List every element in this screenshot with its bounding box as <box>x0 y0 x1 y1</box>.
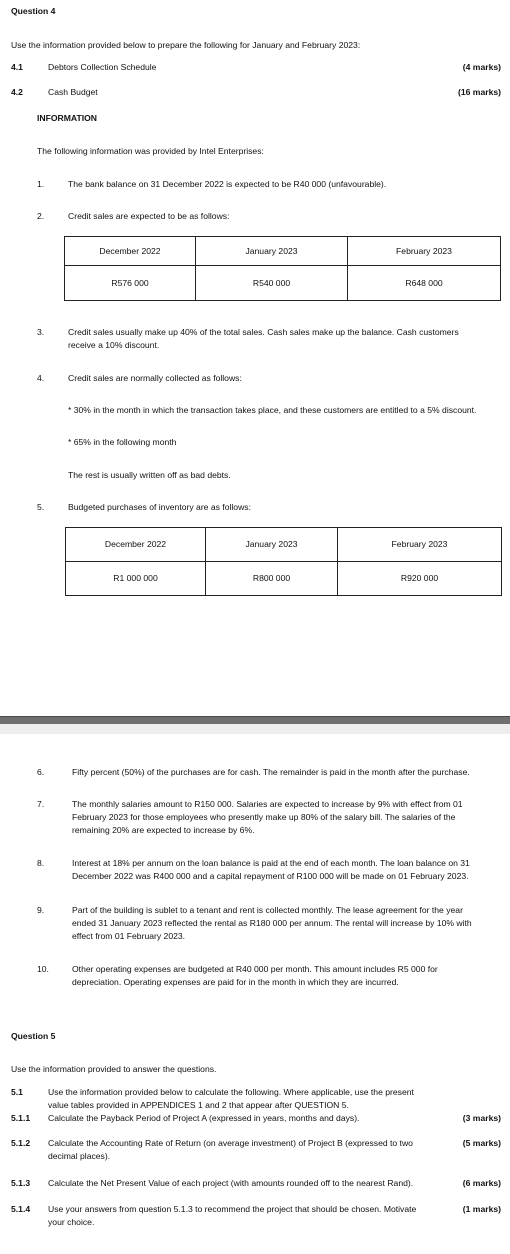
item-7-number: 7. <box>37 799 45 809</box>
section-5-1-number: 5.1 <box>11 1087 23 1097</box>
task-4-1-text: Debtors Collection Schedule <box>48 62 157 72</box>
item-8-line-2: December 2022 was R400 000 and a capital repayment of R100 000 will be made on 01 February 2023. <box>72 871 469 881</box>
item-3-line-2: receive a 10% discount. <box>68 340 160 350</box>
item-9-line-3: effect from 01 February 2023. <box>72 931 186 941</box>
table-cell: R576 000 <box>65 266 196 301</box>
item-4-bullet-2: * 65% in the following month <box>68 437 177 447</box>
item-3-number: 3. <box>37 327 45 337</box>
section-5-1-2-line-1: Calculate the Accounting Rate of Return (on average investment) of Project B (expressed to two <box>48 1138 413 1148</box>
table-cell: R920 000 <box>338 562 502 596</box>
table-cell: R540 000 <box>196 266 348 301</box>
item-5-number: 5. <box>37 502 45 512</box>
table-row <box>66 562 502 596</box>
item-7-line-3: remaining 20% are expected to increase by 6%. <box>72 825 255 835</box>
question-5-intro: Use the information provided to answer the questions. <box>11 1064 217 1074</box>
item-10-line-1: Other operating expenses are budgeted at R40 000 per month. This amount includes R5 000 for <box>72 964 438 974</box>
section-5-1-1-marks: (3 marks) <box>462 1113 501 1123</box>
section-5-1-3-text: Calculate the Net Present Value of each project (with amounts rounded off to the nearest Rand). <box>48 1178 414 1188</box>
item-6-text: Fifty percent (50%) of the purchases are for cash. The remainder is paid in the month after the purchase. <box>72 767 470 777</box>
task-4-1-number: 4.1 <box>11 62 23 72</box>
item-7-line-1: The monthly salaries amount to R150 000. Salaries are expected to increase by 9% with effect from 01 <box>72 799 463 809</box>
table-header-cell: February 2023 <box>338 528 502 562</box>
section-5-1-line-2: value tables provided in APPENDICES 1 and 2 that appear after QUESTION 5. <box>48 1100 349 1110</box>
item-4-bullet-1: * 30% in the month in which the transaction takes place, and these customers are entitled to a 5% discount. <box>68 405 477 415</box>
table-header-cell: February 2023 <box>348 237 501 266</box>
purchases-table <box>65 527 502 596</box>
item-9-number: 9. <box>37 905 45 915</box>
section-5-1-4-marks: (1 marks) <box>462 1204 501 1214</box>
item-3-line-1: Credit sales usually make up 40% of the total sales. Cash sales make up the balance. Cash customers <box>68 327 459 337</box>
item-8-line-1: Interest at 18% per annum on the loan balance is paid at the end of each month. The loan balance on 31 <box>72 858 470 868</box>
item-8-number: 8. <box>37 858 45 868</box>
section-5-1-4-line-1: Use your answers from question 5.1.3 to recommend the project that should be chosen. Motivate <box>48 1204 417 1214</box>
item-9-line-1: Part of the building is sublet to a tenant and rent is collected monthly. The lease agreement for the year <box>72 905 463 915</box>
information-heading: INFORMATION <box>37 113 97 123</box>
item-10-number: 10. <box>37 964 49 974</box>
item-7-line-2: February 2023 for those employees who presently make up 80% of the salary bill. The salaries of the <box>72 812 456 822</box>
section-5-1-2-line-2: decimal places). <box>48 1151 111 1161</box>
table-header-cell: December 2022 <box>66 528 206 562</box>
section-5-1-2-marks: (5 marks) <box>462 1138 501 1148</box>
item-2-text: Credit sales are expected to be as follows: <box>68 211 230 221</box>
item-4-text: Credit sales are normally collected as follows: <box>68 373 242 383</box>
task-4-2-marks: (16 marks) <box>458 87 501 97</box>
table-cell: R1 000 000 <box>66 562 206 596</box>
item-4-number: 4. <box>37 373 45 383</box>
item-9-line-2: ended 31 January 2023 reflected the rental as R180 000 per annum. The rental will increase by 10% with <box>72 918 472 928</box>
task-4-2-number: 4.2 <box>11 87 23 97</box>
task-4-1-marks: (4 marks) <box>462 62 501 72</box>
credit-sales-table <box>64 236 501 301</box>
section-5-1-3-number: 5.1.3 <box>11 1178 31 1188</box>
table-header-row <box>65 237 501 266</box>
table-header-cell: January 2023 <box>196 237 348 266</box>
table-row <box>65 266 501 301</box>
section-5-1-1-number: 5.1.1 <box>11 1113 31 1123</box>
section-5-1-2-number: 5.1.2 <box>11 1138 31 1148</box>
section-5-1-3-marks: (6 marks) <box>462 1178 501 1188</box>
item-4-rest: The rest is usually written off as bad debts. <box>68 470 231 480</box>
table-cell: R648 000 <box>348 266 501 301</box>
section-5-1-line-1: Use the information provided below to calculate the following. Where applicable, use the present <box>48 1087 414 1097</box>
item-2-number: 2. <box>37 211 45 221</box>
table-header-row <box>66 528 502 562</box>
question-5-title: Question 5 <box>11 1031 56 1041</box>
table-header-cell: January 2023 <box>206 528 338 562</box>
item-5-text: Budgeted purchases of inventory are as follows: <box>68 502 251 512</box>
section-5-1-1-text: Calculate the Payback Period of Project A (expressed in years, months and days). <box>48 1113 360 1123</box>
item-6-number: 6. <box>37 767 45 777</box>
question-4-intro: Use the information provided below to prepare the following for January and February 2023: <box>11 40 361 50</box>
task-4-2-text: Cash Budget <box>48 87 98 97</box>
page-gap <box>0 724 510 734</box>
section-5-1-4-line-2: your choice. <box>48 1217 95 1227</box>
question-4-title: Question 4 <box>11 6 56 16</box>
table-header-cell: December 2022 <box>65 237 196 266</box>
table-cell: R800 000 <box>206 562 338 596</box>
item-10-line-2: depreciation. Operating expenses are paid for in the month in which they are incurred. <box>72 977 399 987</box>
information-intro: The following information was provided by Intel Enterprises: <box>37 146 264 156</box>
section-5-1-4-number: 5.1.4 <box>11 1204 31 1214</box>
item-1-number: 1. <box>37 179 45 189</box>
item-1-text: The bank balance on 31 December 2022 is expected to be R40 000 (unfavourable). <box>68 179 387 189</box>
